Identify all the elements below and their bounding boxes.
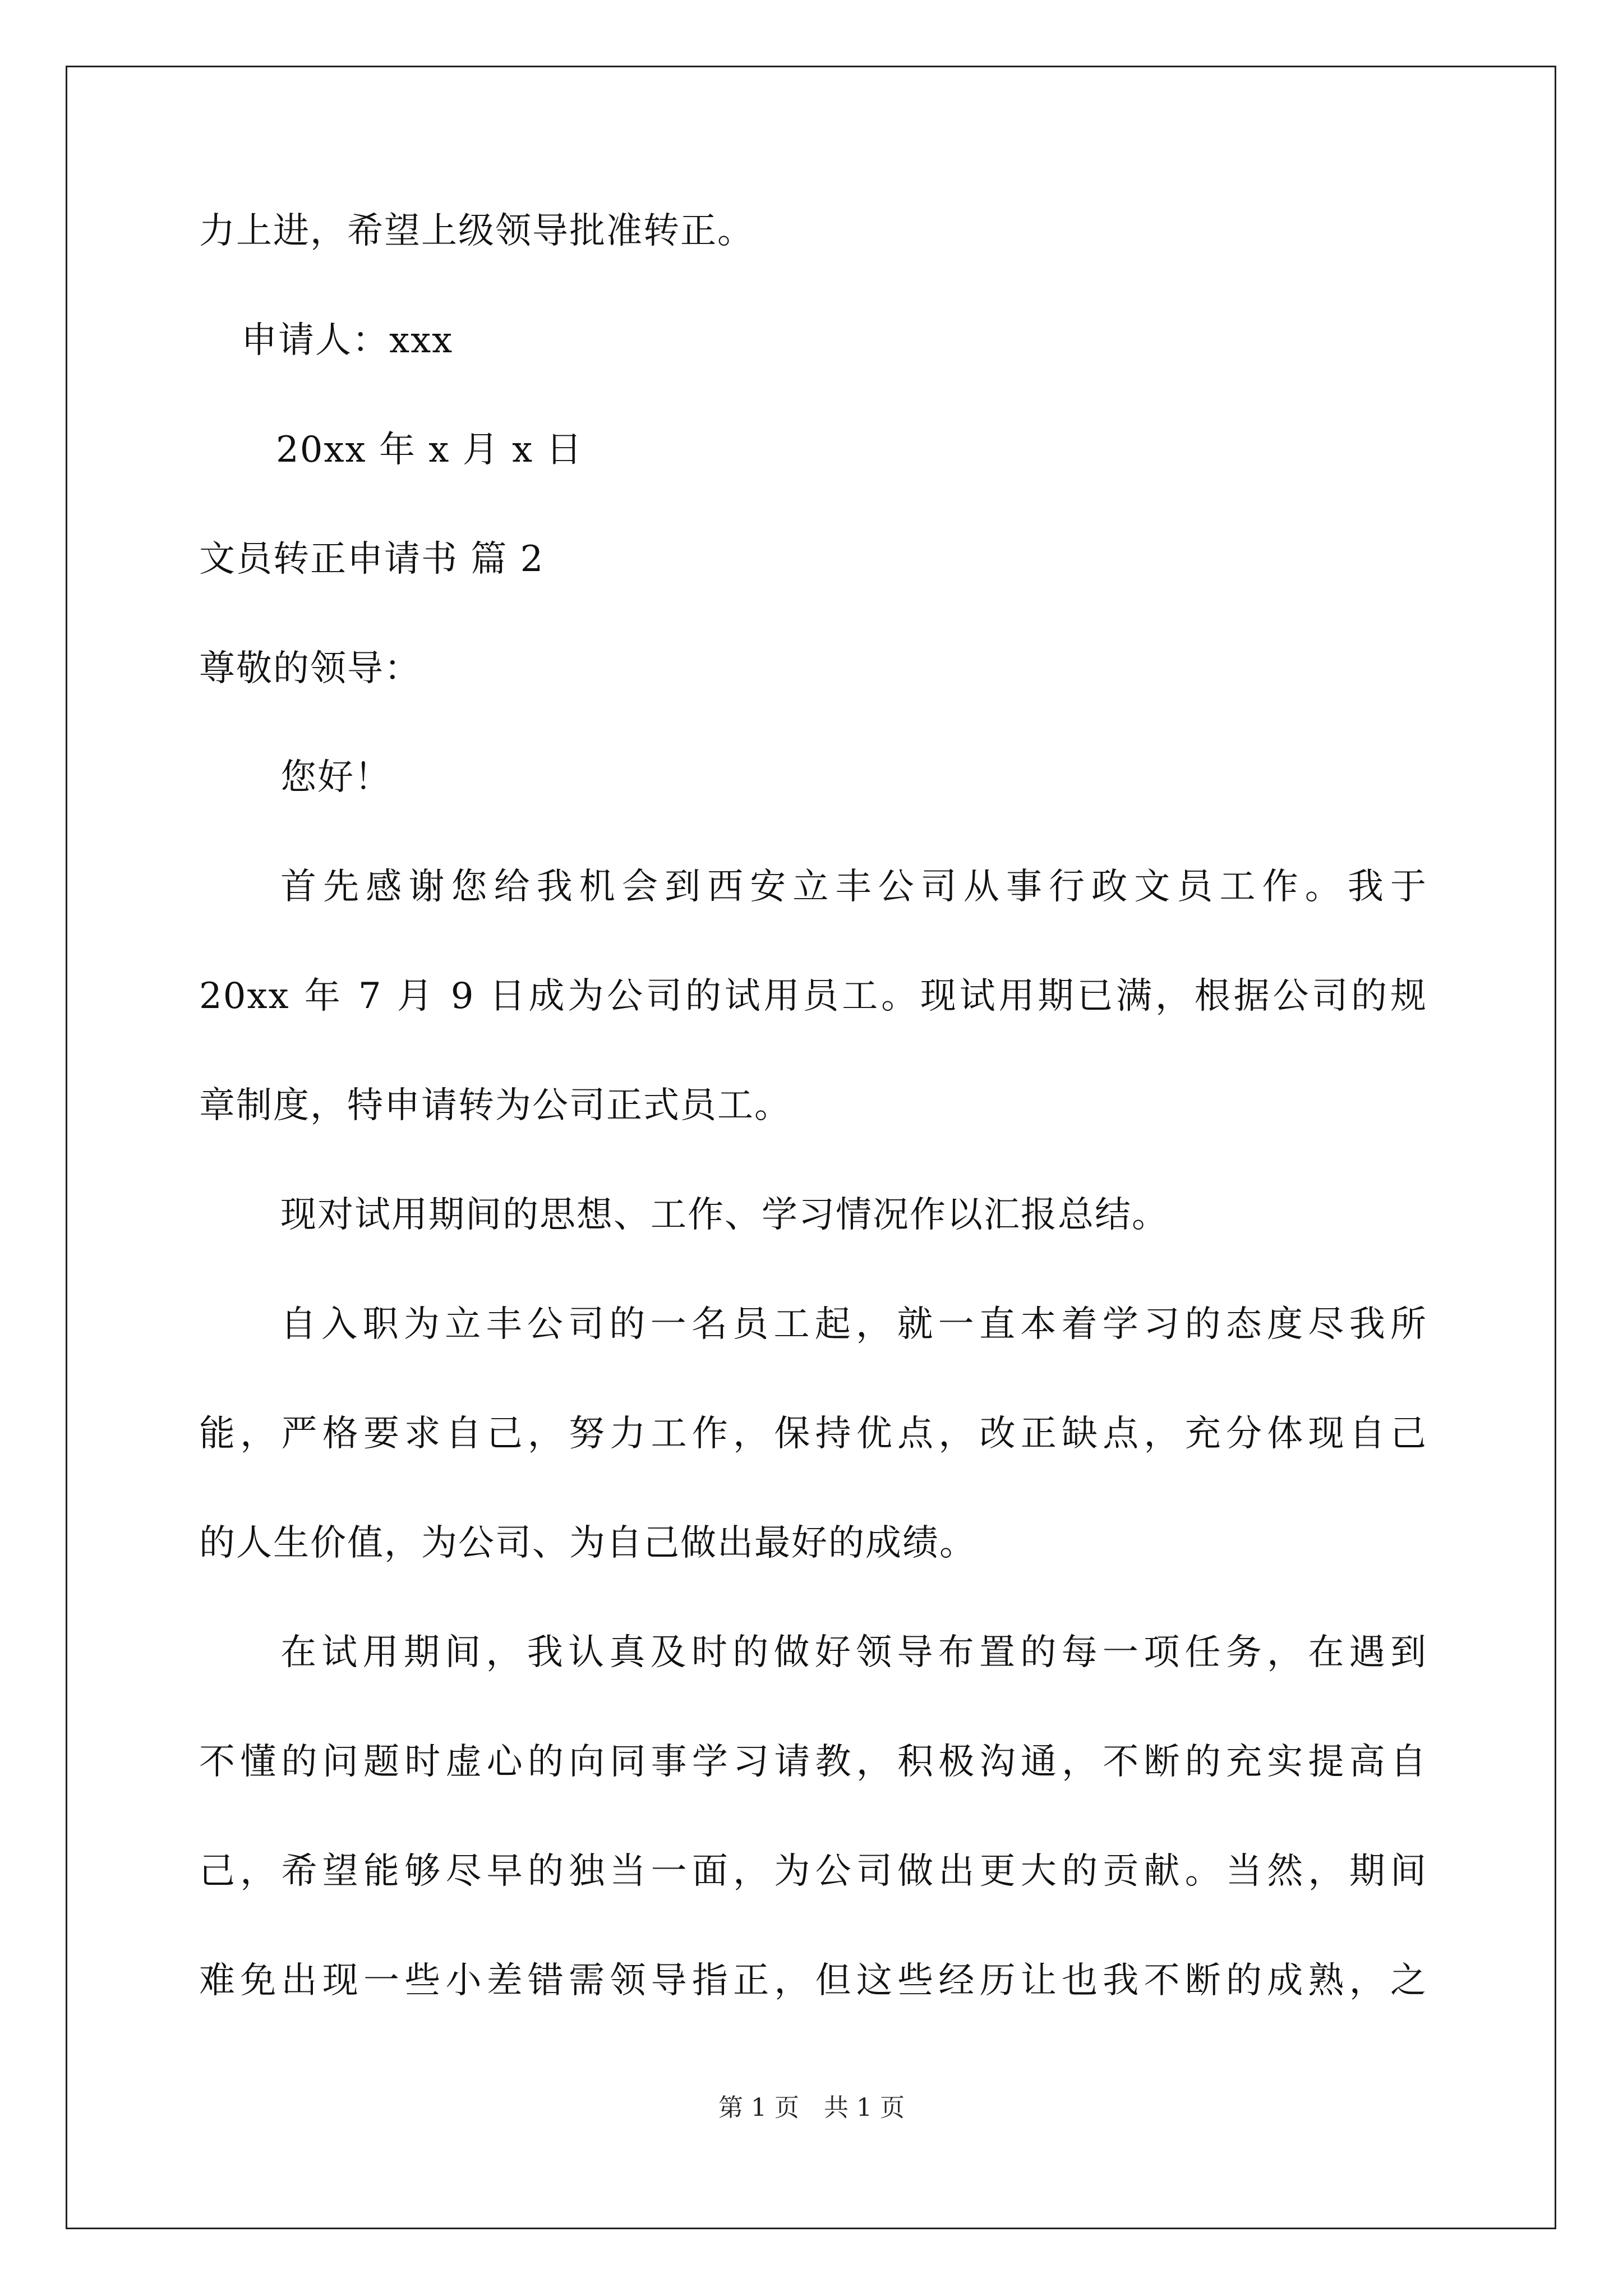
paragraph-3-line-1: 自入职为立丰公司的一名员工起，就一直本着学习的态度尽我所 bbox=[280, 1304, 1427, 1345]
paragraph-4-line-3: 己，希望能够尽早的独当一面，为公司做出更大的贡献。当然，期间 bbox=[199, 1851, 1427, 1892]
page-border bbox=[66, 66, 1556, 2229]
paragraph-3-line-2: 能，严格要求自己，努力工作，保持优点，改正缺点，充分体现自己 bbox=[199, 1413, 1427, 1455]
paragraph-2-line-1: 现对试用期间的思想、工作、学习情况作以汇报总结。 bbox=[280, 1194, 1169, 1236]
paragraph-4-line-4: 难免出现一些小差错需领导指正，但这些经历让也我不断的成熟，之 bbox=[199, 1960, 1427, 2001]
paragraph-4-line-2: 不懂的问题时虚心的向同事学习请教，积极沟通，不断的充实提高自 bbox=[199, 1741, 1427, 1783]
greeting: 您好！ bbox=[280, 757, 391, 798]
salutation: 尊敬的领导： bbox=[199, 648, 421, 689]
paragraph-1-line-3: 章制度，特申请转为公司正式员工。 bbox=[199, 1085, 791, 1126]
paragraph-3-line-3: 的人生价值，为公司、为自己做出最好的成绩。 bbox=[199, 1522, 976, 1564]
section-title: 文员转正申请书 篇 2 bbox=[199, 539, 545, 580]
paragraph-4-line-1: 在试用期间，我认真及时的做好领导布置的每一项任务，在遇到 bbox=[280, 1632, 1427, 1673]
paragraph-1-line-2: 20xx 年 7 月 9 日成为公司的试用员工。现试用期已满，根据公司的规 bbox=[199, 976, 1427, 1017]
applicant-line: 申请人：xxx bbox=[241, 320, 454, 361]
page-number-footer: 第 1 页 共 1 页 bbox=[718, 2093, 905, 2122]
date-line: 20xx 年 x 月 x 日 bbox=[276, 429, 583, 471]
body-line-1: 力上进，希望上级领导批准转正。 bbox=[199, 210, 754, 252]
paragraph-1-line-1: 首先感谢您给我机会到西安立丰公司从事行政文员工作。我于 bbox=[280, 866, 1427, 908]
